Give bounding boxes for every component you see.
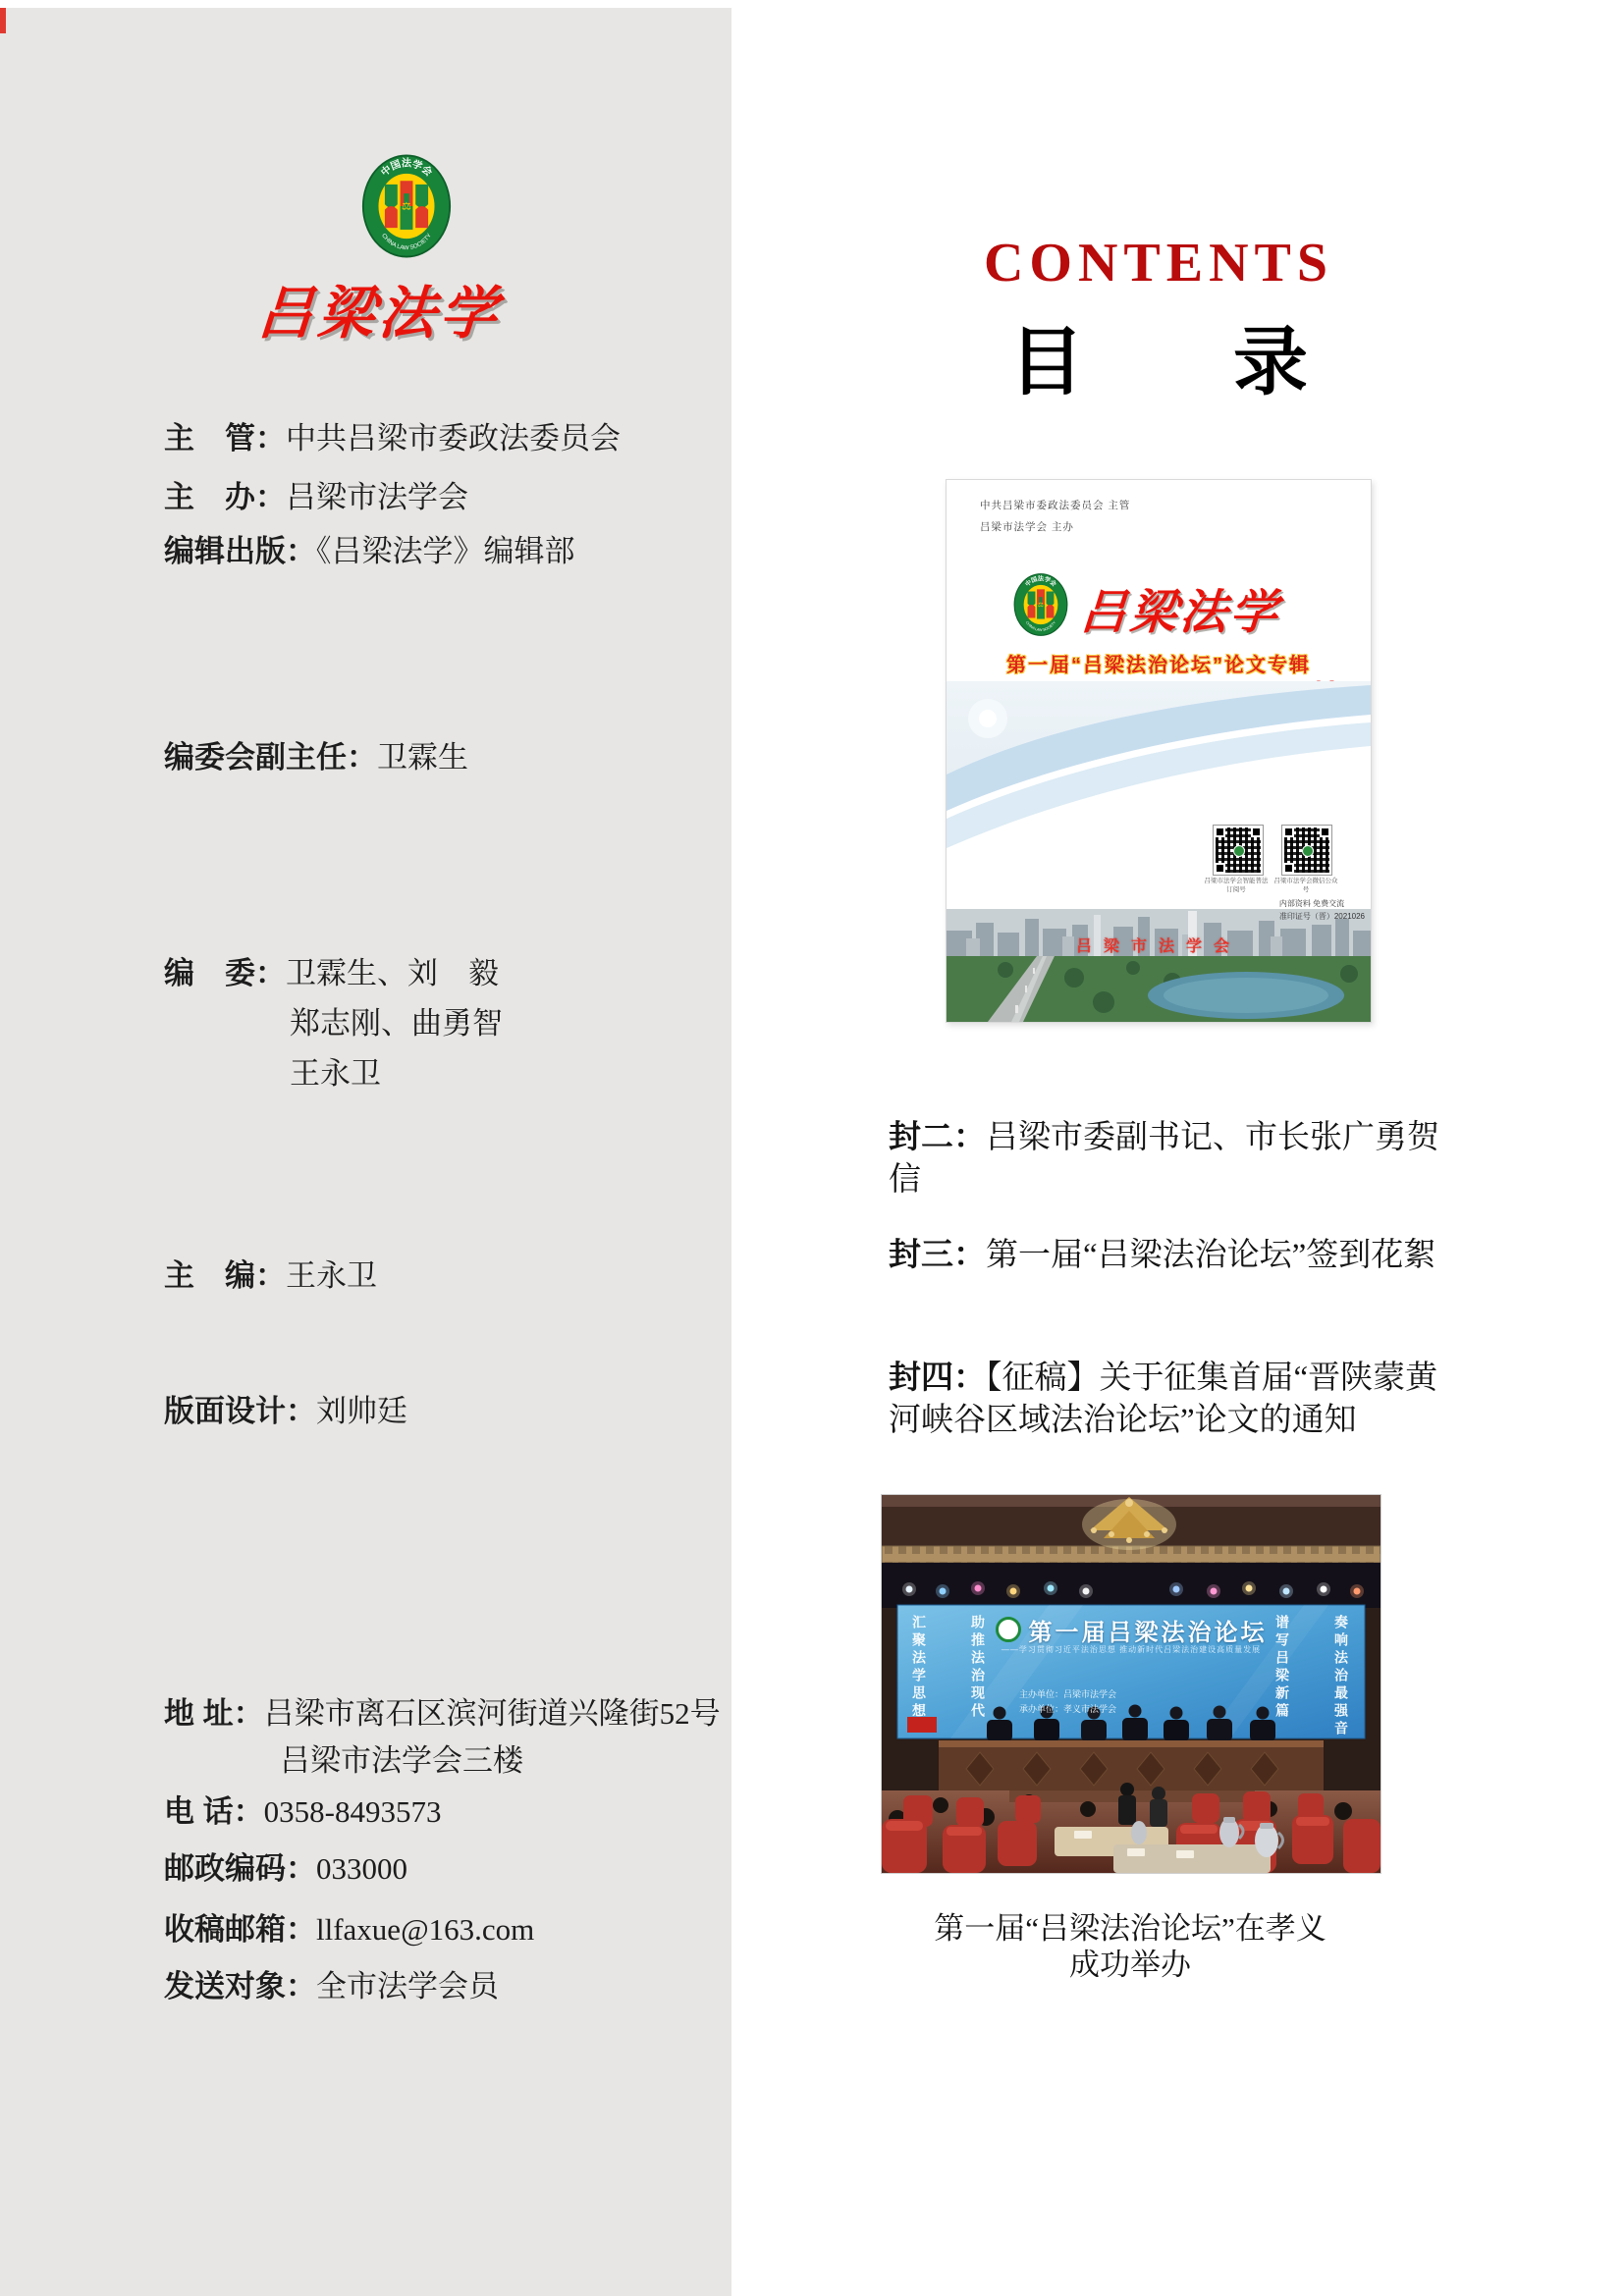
chief-editor-value: 王永卫	[286, 1258, 377, 1293]
supervisor-label: 主 管：	[164, 421, 286, 455]
screen-logo-icon	[996, 1617, 1021, 1642]
cover-city-overlay-text: 吕梁市法学会	[1075, 938, 1241, 955]
address-row	[164, 1688, 721, 1733]
toc-item-cover2	[889, 1115, 1466, 1201]
toc-item-cover3	[889, 1233, 1466, 1277]
deputy-director-label: 编委会副主任：	[164, 740, 377, 774]
cover-publisher-line1: 中共吕梁市委政法委员会 主管	[980, 500, 1131, 511]
publisher-label: 编辑出版：	[164, 534, 316, 568]
editorial-board-line2: 郑志刚、曲勇智	[290, 1006, 503, 1041]
banner-right-outer: 奏响法治最强音	[1333, 1615, 1349, 1738]
supervisor-value: 中共吕梁市委政法委员会	[286, 421, 621, 455]
cover-special-issue: 第一届“吕梁法治论坛”论文专辑	[1006, 655, 1311, 676]
phone-value: 0358-8493573	[263, 1794, 442, 1829]
phone-label: 电 话：	[164, 1794, 264, 1829]
audience-label: 发送对象：	[164, 1969, 316, 2003]
banner-left-outer: 汇聚法学思想	[911, 1615, 927, 1721]
editorial-board-label: 编 委：	[164, 956, 286, 990]
contents-title-cn: 目 录	[1009, 322, 1308, 404]
publisher-value: 《吕梁法学》编辑部	[316, 534, 575, 568]
editorial-board-row2	[290, 998, 503, 1042]
postcode-value: 033000	[316, 1851, 407, 1886]
editorial-board-row	[164, 948, 499, 992]
audience-value: 全市法学会员	[316, 1969, 499, 2003]
editorial-board-line3: 王永卫	[290, 1056, 381, 1091]
host-line1: 主办单位：吕梁市法学会	[1019, 1689, 1117, 1699]
cover-masthead: 吕梁法学	[1077, 587, 1282, 639]
audience-row	[164, 1961, 499, 2005]
phone-row	[164, 1787, 441, 1831]
screen-host-lines	[1019, 1687, 1116, 1717]
banner-left-inner: 助推法治现代	[970, 1615, 986, 1721]
postcode-row	[164, 1843, 407, 1888]
banner-right-inner: 谱写吕梁新篇	[1274, 1615, 1290, 1721]
postcode-label: 邮政编码：	[164, 1851, 316, 1886]
contents-title-en: CONTENTS	[983, 233, 1334, 294]
editorial-board-line1: 卫霖生、刘 毅	[286, 956, 499, 990]
publisher-row	[164, 526, 575, 570]
layout-designer-value: 刘帅廷	[316, 1394, 407, 1428]
toc-label-cover4: 封四：	[889, 1359, 986, 1395]
cover-note2: 准印证号（晋）2021026	[1278, 912, 1365, 921]
host-line2: 承办单位：孝义市法学会	[1019, 1704, 1117, 1714]
cover-emblem	[1013, 572, 1068, 637]
address-value: 吕梁市离石区滨河街道兴隆街52号	[263, 1696, 721, 1731]
toc-item-cover4	[889, 1356, 1466, 1442]
deputy-director-value: 卫霖生	[377, 740, 468, 774]
left-info-panel	[0, 8, 731, 2296]
organizer-label: 主 办：	[164, 480, 286, 514]
supervisor-row	[164, 413, 621, 457]
conference-scene-art	[882, 1495, 1380, 1873]
address-value2: 吕梁市法学会三楼	[280, 1743, 523, 1778]
organizer-row	[164, 472, 468, 516]
cover-publisher-line2: 吕梁市法学会 主办	[980, 521, 1074, 533]
deputy-director-row	[164, 732, 468, 776]
qr-code-right	[1282, 826, 1331, 875]
cover-cityscape	[947, 909, 1371, 1022]
toc-text-cover4: 【征稿】关于征集首届“晋陕蒙黄河峡谷区域法治论坛”论文的通知	[889, 1361, 1438, 1438]
address-row2	[280, 1735, 523, 1780]
chief-editor-row	[164, 1251, 377, 1295]
journal-masthead: 吕梁法学	[254, 282, 503, 346]
toc-text-cover3: 第一届“吕梁法治论坛”签到花絮	[986, 1238, 1436, 1273]
layout-designer-row	[164, 1386, 407, 1430]
photo-caption	[881, 1910, 1380, 1983]
china-law-society-emblem	[361, 153, 452, 259]
toc-text-cover2: 吕梁市委副书记、市长张广勇贺信	[889, 1120, 1439, 1198]
cover-note1: 内部资料 免费交流	[1278, 899, 1345, 908]
toc-label-cover3: 封三：	[889, 1236, 986, 1272]
screen-title	[882, 1613, 1380, 1647]
address-label: 地 址：	[164, 1696, 264, 1731]
email-row	[164, 1904, 534, 1949]
qr-code-left	[1214, 826, 1263, 875]
layout-designer-label: 版面设计：	[164, 1394, 316, 1428]
editorial-board-row3	[290, 1048, 381, 1093]
scan-artifact	[0, 8, 6, 33]
chief-editor-label: 主 编：	[164, 1258, 286, 1293]
screen-subtitle: ——学习贯彻习近平法治思想 推动新时代吕梁法治建设高质量发展	[1001, 1645, 1262, 1654]
conference-photo	[881, 1494, 1381, 1874]
qr-left-caption: 吕梁市法学会智能普法订阅号	[1204, 878, 1269, 893]
organizer-value: 吕梁市法学会	[286, 480, 468, 514]
email-label: 收稿邮箱：	[164, 1912, 316, 1947]
cover-print-notes	[1279, 897, 1365, 923]
toc-label-cover2: 封二：	[889, 1118, 986, 1154]
email-value: llfaxue@163.com	[316, 1912, 535, 1947]
photo-caption-line2: 成功举办	[1069, 1948, 1191, 1982]
screen-title-text: 第一届吕梁法治论坛	[1028, 1620, 1268, 1646]
photo-caption-line1: 第一届“吕梁法治论坛”在孝义	[934, 1911, 1326, 1946]
cover-thumbnail	[946, 479, 1372, 1023]
qr-right-caption: 吕梁市法学会微信公众号	[1273, 878, 1338, 893]
